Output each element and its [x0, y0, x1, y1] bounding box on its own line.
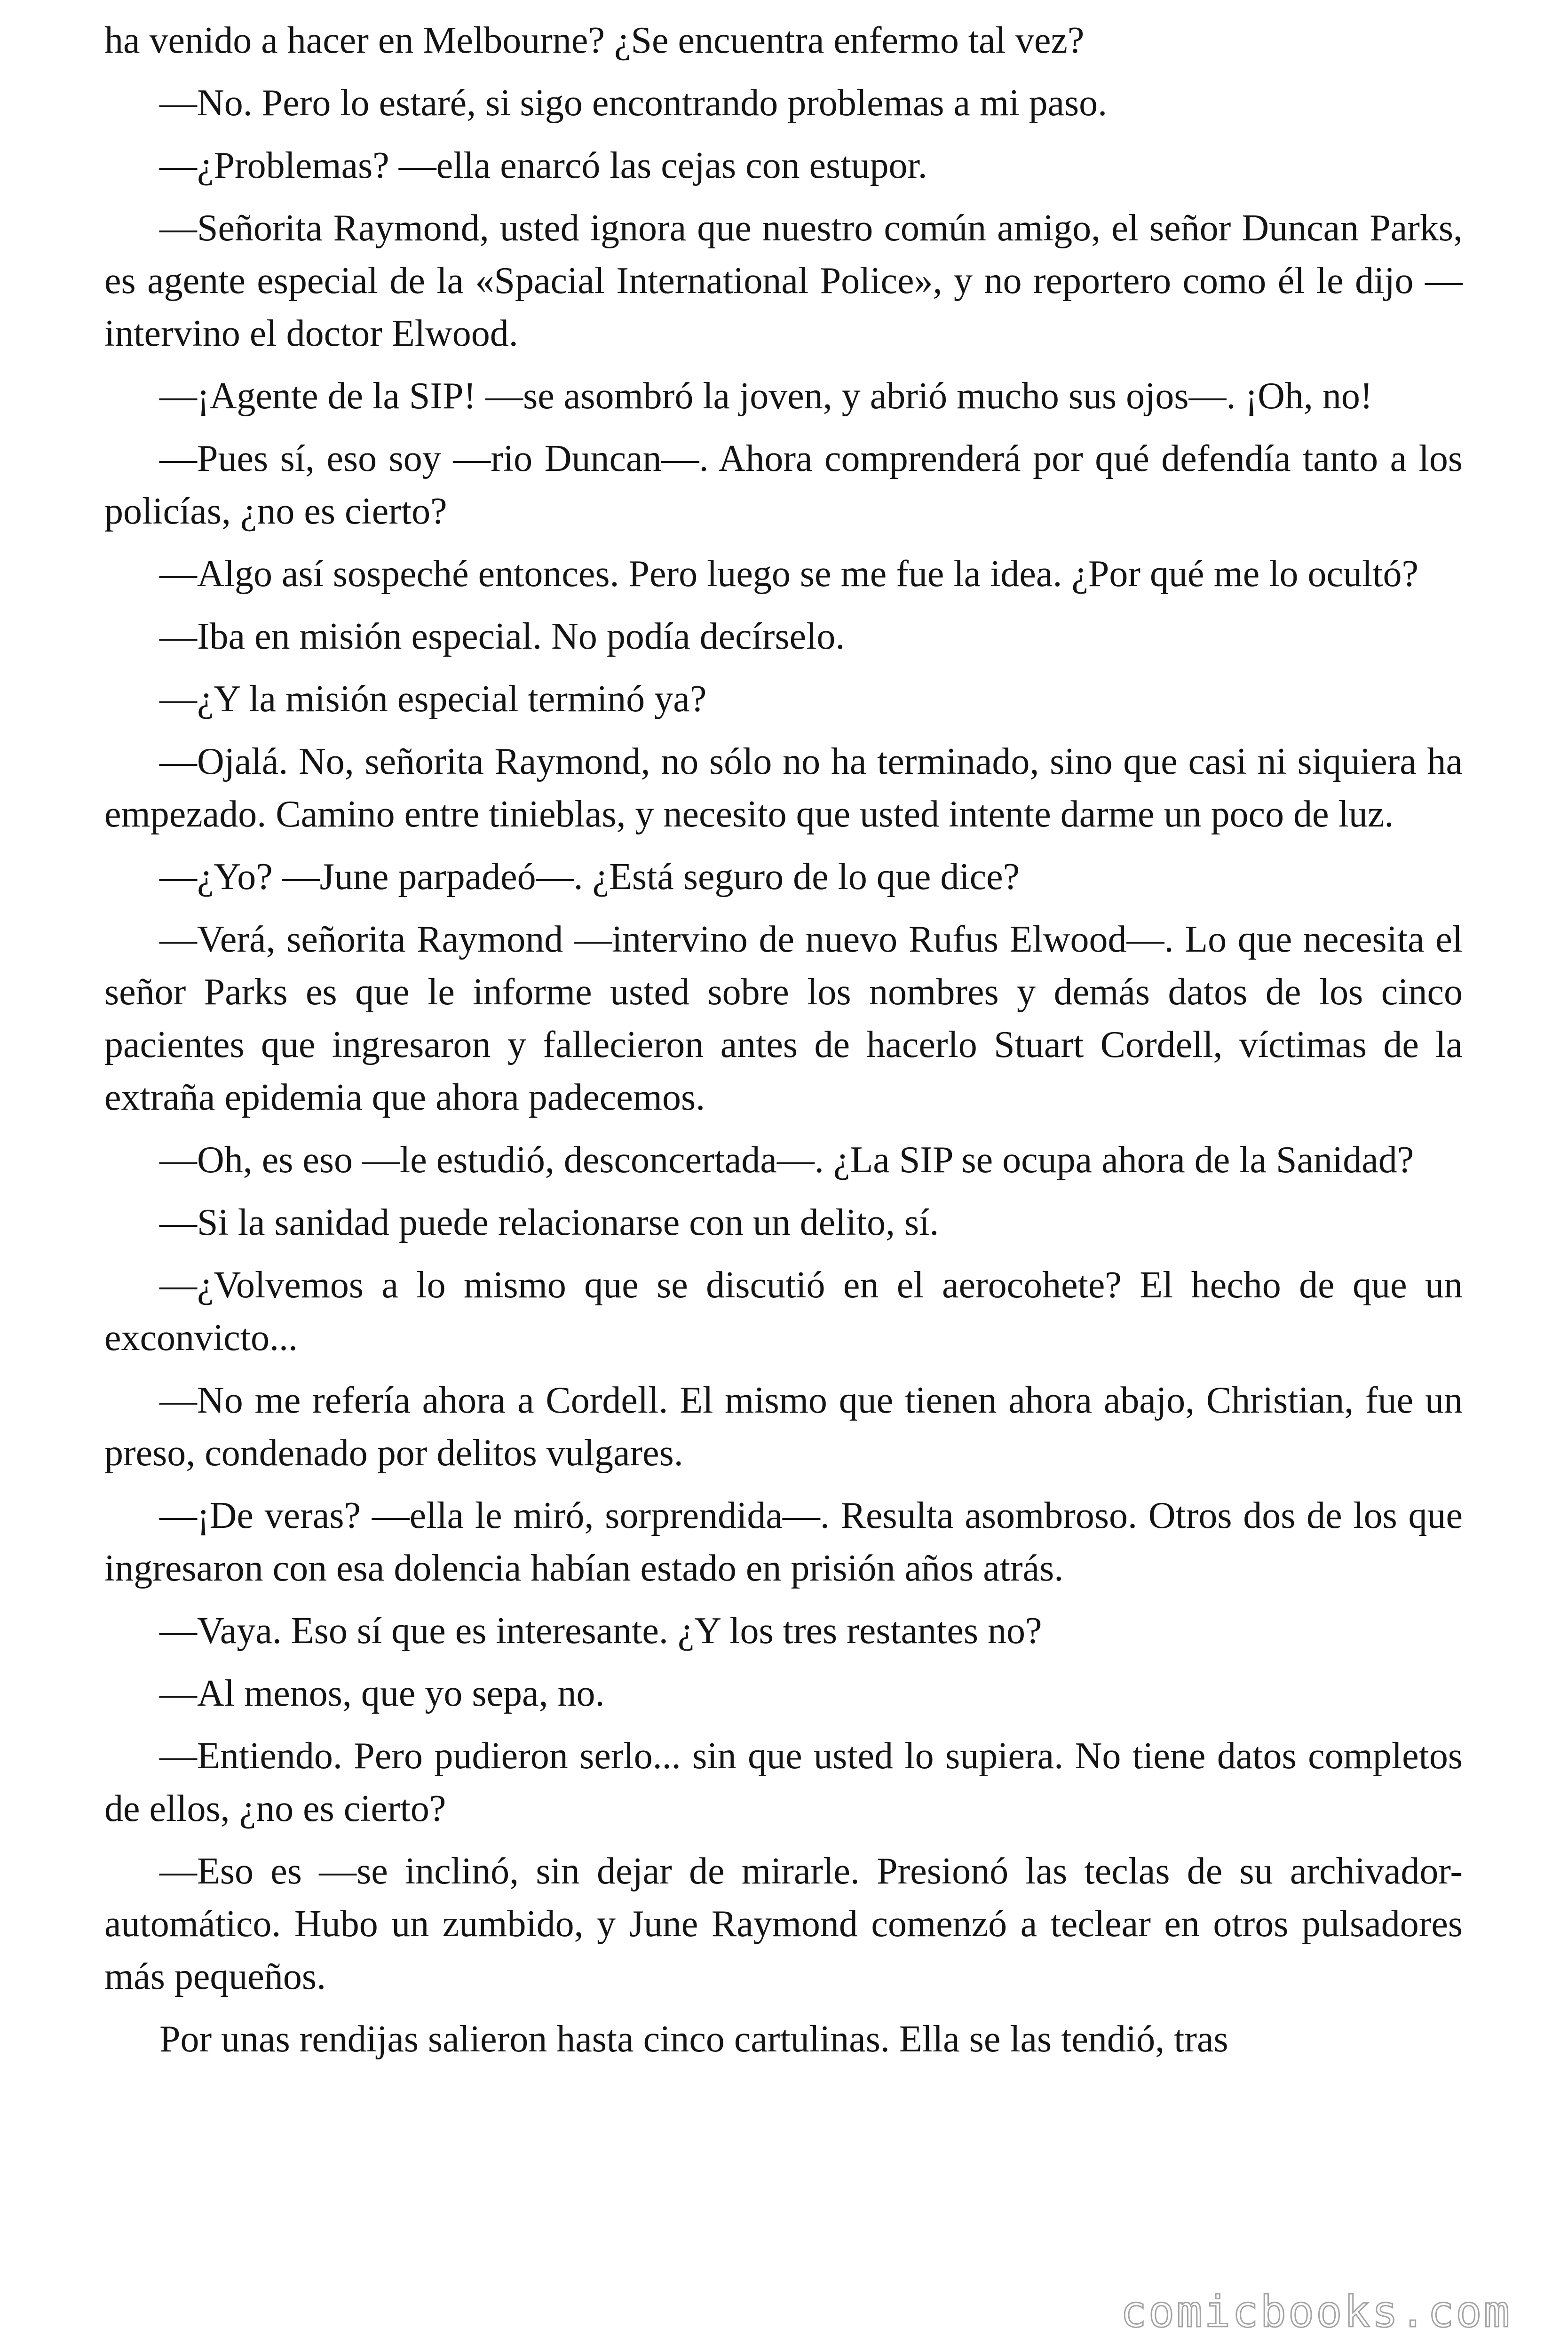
paragraph: —¡Agente de la SIP! —se asombró la joven, y abrió mucho sus ojos—. ¡Oh, no! [159, 375, 1373, 417]
paragraph: —Pues sí, eso soy —rio Duncan—. Ahora comprenderá por qué defendía tanto a los policías, ¿no es cierto? [104, 438, 1463, 532]
paragraph: —¡De veras? —ella le miró, sorprendida—. Resulta asombroso. Otros dos de los que ingresaron con esa dolencia habían estado en prisión años atrás. [104, 1495, 1463, 1589]
paragraph: —¿Problemas? —ella enarcó las cejas con estupor. [159, 145, 927, 186]
book-page [104, 14, 1463, 2075]
paragraph: —No. Pero lo estaré, si sigo encontrando problemas a mi paso. [159, 82, 1108, 124]
paragraph: —Eso es —se inclinó, sin dejar de mirarle. Presionó las teclas de su archivador-automático. Hubo un zumbido, y June Raymond comenzó a teclear en otros pulsadores más pequeños. [104, 1851, 1463, 1997]
paragraph: —Entiendo. Pero pudieron serlo... sin que usted lo supiera. No tiene datos completos de ellos, ¿no es cierto? [104, 1735, 1463, 1829]
paragraph: Por unas rendijas salieron hasta cinco cartulinas. Ella se las tendió, tras [159, 2018, 1228, 2060]
paragraph: —¿Y la misión especial terminó ya? [159, 678, 707, 720]
watermark: comicbooks.com [1120, 2287, 1512, 2337]
paragraph: —¿Volvemos a lo mismo que se discutió en el aerocohete? El hecho de que un exconvicto... [104, 1264, 1463, 1359]
paragraph: —Algo así sospeché entonces. Pero luego se me fue la idea. ¿Por qué me lo ocultó? [159, 553, 1418, 595]
paragraph: —Al menos, que yo sepa, no. [159, 1673, 605, 1714]
paragraph: —No me refería ahora a Cordell. El mismo que tienen ahora abajo, Christian, fue un preso, condenado por delitos vulgares. [104, 1380, 1463, 1474]
paragraph: —Oh, es eso —le estudió, desconcertada—. ¿La SIP se ocupa ahora de la Sanidad? [159, 1139, 1414, 1181]
paragraph: —Verá, señorita Raymond —intervino de nuevo Rufus Elwood—. Lo que necesita el señor Parks es que le informe usted sobre los nombres y demás datos de los cinco pacientes que ingresaron y fallecieron antes de hacerlo Stuart Cordell, víctimas de la extraña epidemia que ahora padecemos. [104, 919, 1463, 1118]
paragraph: —Ojalá. No, señorita Raymond, no sólo no ha terminado, sino que casi ni siquiera ha empezado. Camino entre tinieblas, y necesito que usted intente darme un poco de luz. [104, 741, 1463, 835]
paragraph: —Iba en misión especial. No podía decírselo. [159, 616, 845, 657]
paragraph: —¿Yo? —June parpadeó—. ¿Está seguro de lo que dice? [159, 856, 1020, 898]
paragraph: ha venido a hacer en Melbourne? ¿Se encuentra enfermo tal vez? [104, 20, 1085, 61]
paragraph: —Señorita Raymond, usted ignora que nuestro común amigo, el señor Duncan Parks, es agente especial de la «Spacial International Police», y no reportero como él le dijo —intervino el doctor Elwood. [104, 207, 1463, 354]
paragraph: —Vaya. Eso sí que es interesante. ¿Y los tres restantes no? [159, 1610, 1042, 1652]
paragraph: —Si la sanidad puede relacionarse con un delito, sí. [159, 1202, 939, 1243]
